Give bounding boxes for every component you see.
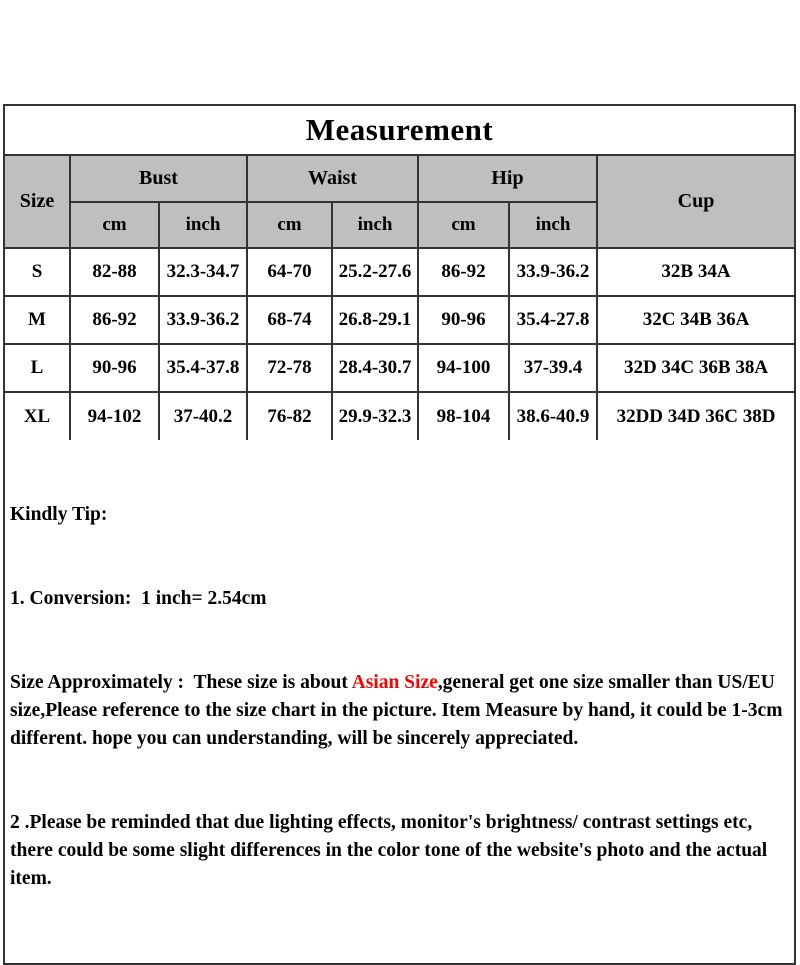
waist-cm-value: 64-70 <box>247 248 332 296</box>
col-header-cup: Cup <box>597 156 794 248</box>
bust-inch-value: 33.9-36.2 <box>159 296 247 344</box>
table-row-xl <box>5 392 794 440</box>
bust-inch-value: 32.3-34.7 <box>159 248 247 296</box>
hip-cm-header: cm <box>418 202 509 248</box>
waist-cm-value: 72-78 <box>247 344 332 392</box>
col-header-size: Size <box>5 156 70 248</box>
kindly-tip-section <box>5 440 794 963</box>
size-label: L <box>5 344 70 392</box>
waist-inch-value: 28.4-30.7 <box>332 344 418 392</box>
table-row-s <box>5 248 794 296</box>
hip-inch-header: inch <box>509 202 597 248</box>
hip-inch-value: 38.6-40.9 <box>509 392 597 440</box>
measurement-table <box>5 156 794 440</box>
tip-approx-prefix: Size Approximately : These size is about <box>10 672 352 693</box>
hip-cm-value: 90-96 <box>418 296 509 344</box>
tip-conversion-line: 1. Conversion: 1 inch= 2.54cm <box>10 588 267 609</box>
hip-inch-value: 37-39.4 <box>509 344 597 392</box>
waist-inch-value: 29.9-32.3 <box>332 392 418 440</box>
tip-lighting-line: 2 .Please be reminded that due lighting effects, monitor's brightness/ contrast settings etc, there could be some slight differences in the color tone of the website's photo and the actual item. <box>10 812 773 889</box>
waist-cm-value: 68-74 <box>247 296 332 344</box>
cup-value: 32DD 34D 36C 38D <box>597 392 794 440</box>
col-header-bust: Bust <box>70 156 247 202</box>
col-header-hip: Hip <box>418 156 597 202</box>
hip-cm-value: 86-92 <box>418 248 509 296</box>
tip-approx-line <box>10 669 788 753</box>
size-label: M <box>5 296 70 344</box>
table-row-l <box>5 344 794 392</box>
table-row-m <box>5 296 794 344</box>
bust-cm-value: 82-88 <box>70 248 159 296</box>
bust-inch-value: 37-40.2 <box>159 392 247 440</box>
cup-value: 32D 34C 36B 38A <box>597 344 794 392</box>
bust-cm-value: 94-102 <box>70 392 159 440</box>
bust-cm-value: 86-92 <box>70 296 159 344</box>
size-label: S <box>5 248 70 296</box>
hip-inch-value: 33.9-36.2 <box>509 248 597 296</box>
asian-size-highlight: Asian Size <box>351 672 438 693</box>
page-title: Measurement <box>305 112 494 147</box>
size-label: XL <box>5 392 70 440</box>
waist-inch-header: inch <box>332 202 418 248</box>
bust-inch-header: inch <box>159 202 247 248</box>
size-chart-panel <box>3 104 796 965</box>
bust-cm-value: 90-96 <box>70 344 159 392</box>
tip-heading: Kindly Tip: <box>10 504 108 525</box>
hip-inch-value: 35.4-27.8 <box>509 296 597 344</box>
col-header-waist: Waist <box>247 156 418 202</box>
group-header-row <box>5 156 794 202</box>
waist-cm-header: cm <box>247 202 332 248</box>
hip-cm-value: 98-104 <box>418 392 509 440</box>
hip-cm-value: 94-100 <box>418 344 509 392</box>
cup-value: 32B 34A <box>597 248 794 296</box>
waist-inch-value: 25.2-27.6 <box>332 248 418 296</box>
bust-cm-header: cm <box>70 202 159 248</box>
cup-value: 32C 34B 36A <box>597 296 794 344</box>
bust-inch-value: 35.4-37.8 <box>159 344 247 392</box>
title-row <box>5 106 794 156</box>
waist-inch-value: 26.8-29.1 <box>332 296 418 344</box>
tip-approx-suffix: ,general get one size smaller than US/EU size,Please reference to the size chart in the picture. Item Measure by hand, it could be 1-3cm different. hope you can understanding, will be sincerely appreciated. <box>10 672 788 749</box>
waist-cm-value: 76-82 <box>247 392 332 440</box>
